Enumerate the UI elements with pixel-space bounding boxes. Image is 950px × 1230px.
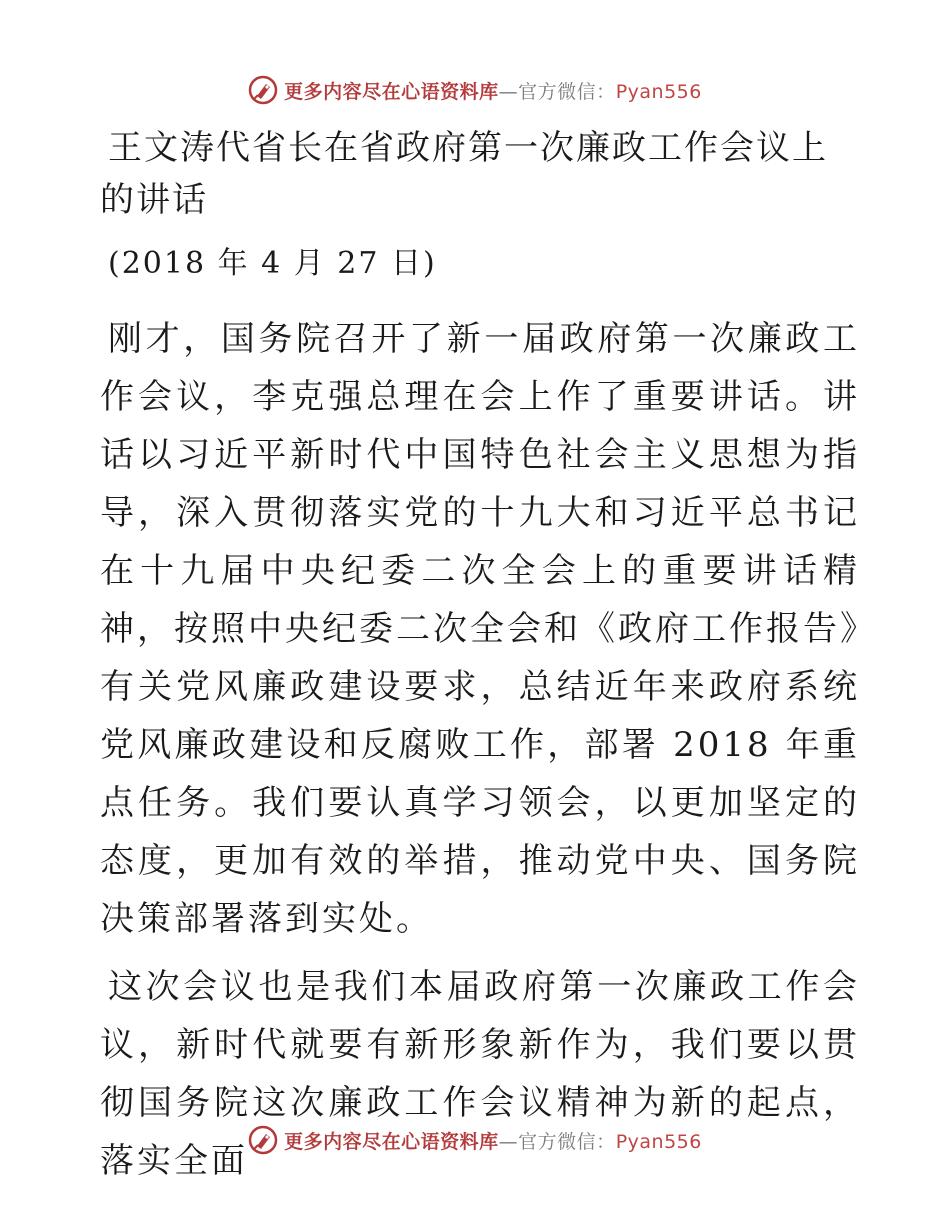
banner-dash: —	[498, 80, 519, 103]
header-banner	[0, 72, 950, 108]
paragraph-1: 刚才，国务院召开了新一届政府第一次廉政工作会议，李克强总理在会上作了重要讲话。讲话以习近平新时代中国特色社会主义思想为指导，深入贯彻落实党的十九大和习近平总书记在十九届中央纪委二次全会上的重要讲话精神，按照中央纪委二次全会和《政府工作报告》有关党风廉政建设要求，总结近年来政府系统党风廉政建设和反腐败工作，部署 2018 年重点任务。我们要认真学习领会，以更加坚定的态度，更加有效的举措，推动党中央、国务院决策部署落到实处。	[100, 319, 860, 939]
document-body	[100, 122, 860, 1200]
banner-dash: —	[498, 1130, 519, 1153]
banner-wechat-handle: Pyan556	[615, 80, 702, 103]
document-title: 王文涛代省长在省政府第一次廉政工作会议上的讲话	[100, 128, 828, 220]
pen-nib-logo-icon	[248, 1125, 278, 1155]
banner-official-label: 官方微信：	[518, 1130, 616, 1153]
banner-main-text: 更多内容尽在心语资料库	[284, 80, 499, 103]
paragraph-2: 这次会议也是我们本届政府第一次廉政工作会议，新时代就要有新形象新作为，我们要以贯彻国务院这次廉政工作会议精神为新的起点，落实全面	[100, 967, 860, 1181]
document-date: (2018 年 4 月 27 日)	[108, 246, 437, 281]
banner-text	[284, 1127, 702, 1154]
pen-nib-logo-icon	[248, 75, 278, 105]
banner-main-text: 更多内容尽在心语资料库	[284, 1130, 499, 1153]
footer-banner	[0, 1122, 950, 1158]
banner-text	[284, 77, 702, 104]
banner-official-label: 官方微信：	[518, 80, 616, 103]
banner-wechat-handle: Pyan556	[615, 1130, 702, 1153]
